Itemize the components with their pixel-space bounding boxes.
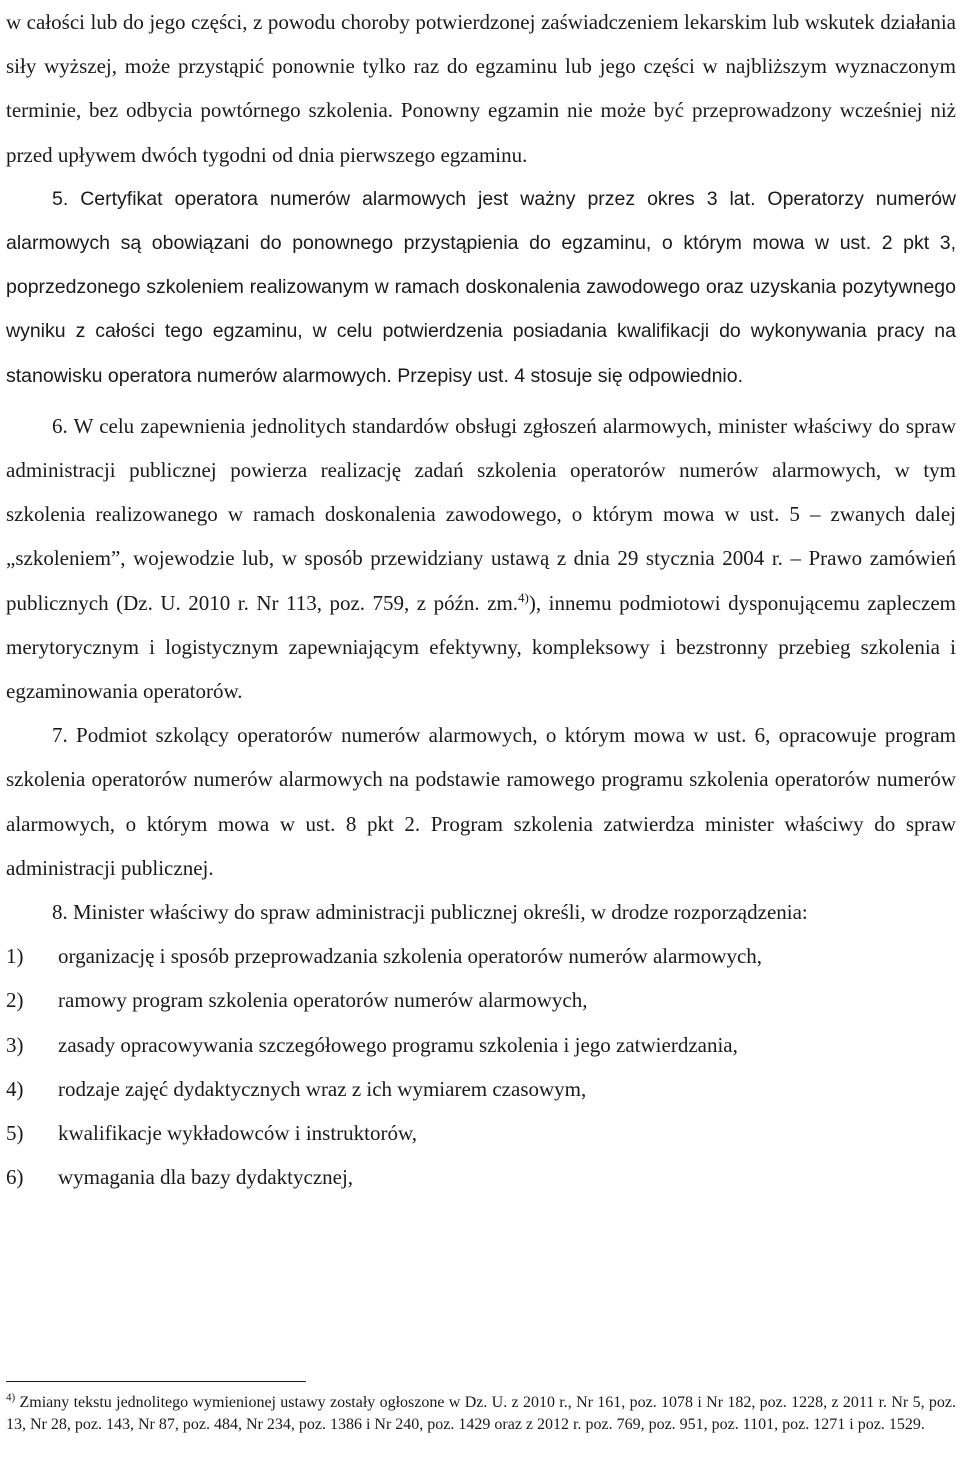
list-item-number: 1) <box>6 944 24 969</box>
list-item <box>6 1023 956 1067</box>
list-item-text: ramowy program szkolenia operatorów numerów alarmowych, <box>58 988 588 1013</box>
footnote <box>6 1392 956 1435</box>
list-item <box>6 978 956 1022</box>
list-item-text: kwalifikacje wykładowców i instruktorów, <box>58 1121 418 1146</box>
paragraph-continuation: w całości lub do jego części, z powodu choroby potwierdzonej zaświadczeniem lekarskim lub wskutek działania siły wyższej, może przystąpić ponownie tylko raz do egzaminu lub jego części w najbliższym wyznaczonym terminie, bez odbycia powtórnego szkolenia. Ponowny egzamin nie może być przeprowadzony wcześniej niż przed upływem dwóch tygodni od dnia pierwszego egzaminu. <box>6 10 956 167</box>
regulation-list <box>6 934 956 1199</box>
list-item-number: 4) <box>6 1076 24 1101</box>
list-item-number: 2) <box>6 988 24 1013</box>
footnote-separator <box>6 1381 306 1382</box>
paragraph-6-part-b: ), innemu podmiotowi dysponującemu zapleczem merytorycznym i logistycznym zapewniającym efektywny, kompleksowy i bezstronny przebieg szkolenia i egzaminowania operatorów. <box>6 590 956 704</box>
footnote-marker: 4) <box>6 1391 16 1404</box>
paragraph-5: 5. Certyfikat operatora numerów alarmowych jest ważny przez okres 3 lat. Operatorzy numerów alarmowych są obowiązani do ponownego przystąpienia do egzaminu, o którym mowa w ust. 2 pkt 3, poprzedzonego szkoleniem realizowanym w ramach doskonalenia zawodowego oraz uzyskania pozytywnego wyniku z całości tego egzaminu, w celu potwierdzenia posiadania kwalifikacji do wykonywania pracy na stanowisku operatora numerów alarmowych. Przepisy ust. 4 stosuje się odpowiednio. <box>6 187 956 387</box>
footnote-reference: 4) <box>518 589 529 605</box>
list-item-text: zasady opracowywania szczegółowego programu szkolenia i jego zatwierdzania, <box>58 1032 738 1057</box>
list-item <box>6 1111 956 1155</box>
paragraph-7: 7. Podmiot szkolący operatorów numerów alarmowych, o którym mowa w ust. 6, opracowuje program szkolenia operatorów numerów alarmowych na podstawie ramowego programu szkolenia operatorów numerów alarmowych, o którym mowa w ust. 8 pkt 2. Program szkolenia zatwierdza minister właściwy do spraw administracji publicznej. <box>6 723 956 880</box>
list-item-number: 5) <box>6 1121 24 1146</box>
paragraph-8: 8. Minister właściwy do spraw administracji publicznej określi, w drodze rozporządzenia: <box>52 900 808 925</box>
list-item-text: wymagania dla bazy dydaktycznej, <box>58 1165 354 1190</box>
document-page <box>6 0 956 1199</box>
list-item <box>6 1155 956 1199</box>
list-item-number: 3) <box>6 1032 24 1057</box>
list-item-text: organizację i sposób przeprowadzania szkolenia operatorów numerów alarmowych, <box>58 944 763 969</box>
list-item-number: 6) <box>6 1165 24 1190</box>
paragraph-6 <box>6 404 956 713</box>
paragraph-6-part-a: 6. W celu zapewnienia jednolitych standardów obsługi zgłoszeń alarmowych, minister właściwy do spraw administracji publicznej powierza realizację zadań szkolenia operatorów numerów alarmowych, w tym szkolenia realizowanego w ramach doskonalenia zawodowego, o którym mowa w ust. 5 – zwanych dalej „szkoleniem”, wojewodzie lub, w sposób przewidziany ustawą z dnia 29 stycznia 2004 r. – Prawo zamówień publicznych (Dz. U. 2010 r. Nr 113, poz. 759, z późn. zm. <box>6 413 956 615</box>
footnote-text: Zmiany tekstu jednolitego wymienionej ustawy zostały ogłoszone w Dz. U. z 2010 r., Nr 161, poz. 1078 i Nr 182, poz. 1228, z 2011 r. Nr 5, poz. 13, Nr 28, poz. 143, Nr 87, poz. 484, Nr 234, poz. 1386 i Nr 240, poz. 1429 oraz z 2012 r. poz. 769, poz. 951, poz. 1101, poz. 1271 i poz. 1529. <box>6 1394 956 1433</box>
list-item-text: rodzaje zajęć dydaktycznych wraz z ich wymiarem czasowym, <box>58 1076 587 1101</box>
list-item <box>6 934 956 978</box>
list-item <box>6 1067 956 1111</box>
